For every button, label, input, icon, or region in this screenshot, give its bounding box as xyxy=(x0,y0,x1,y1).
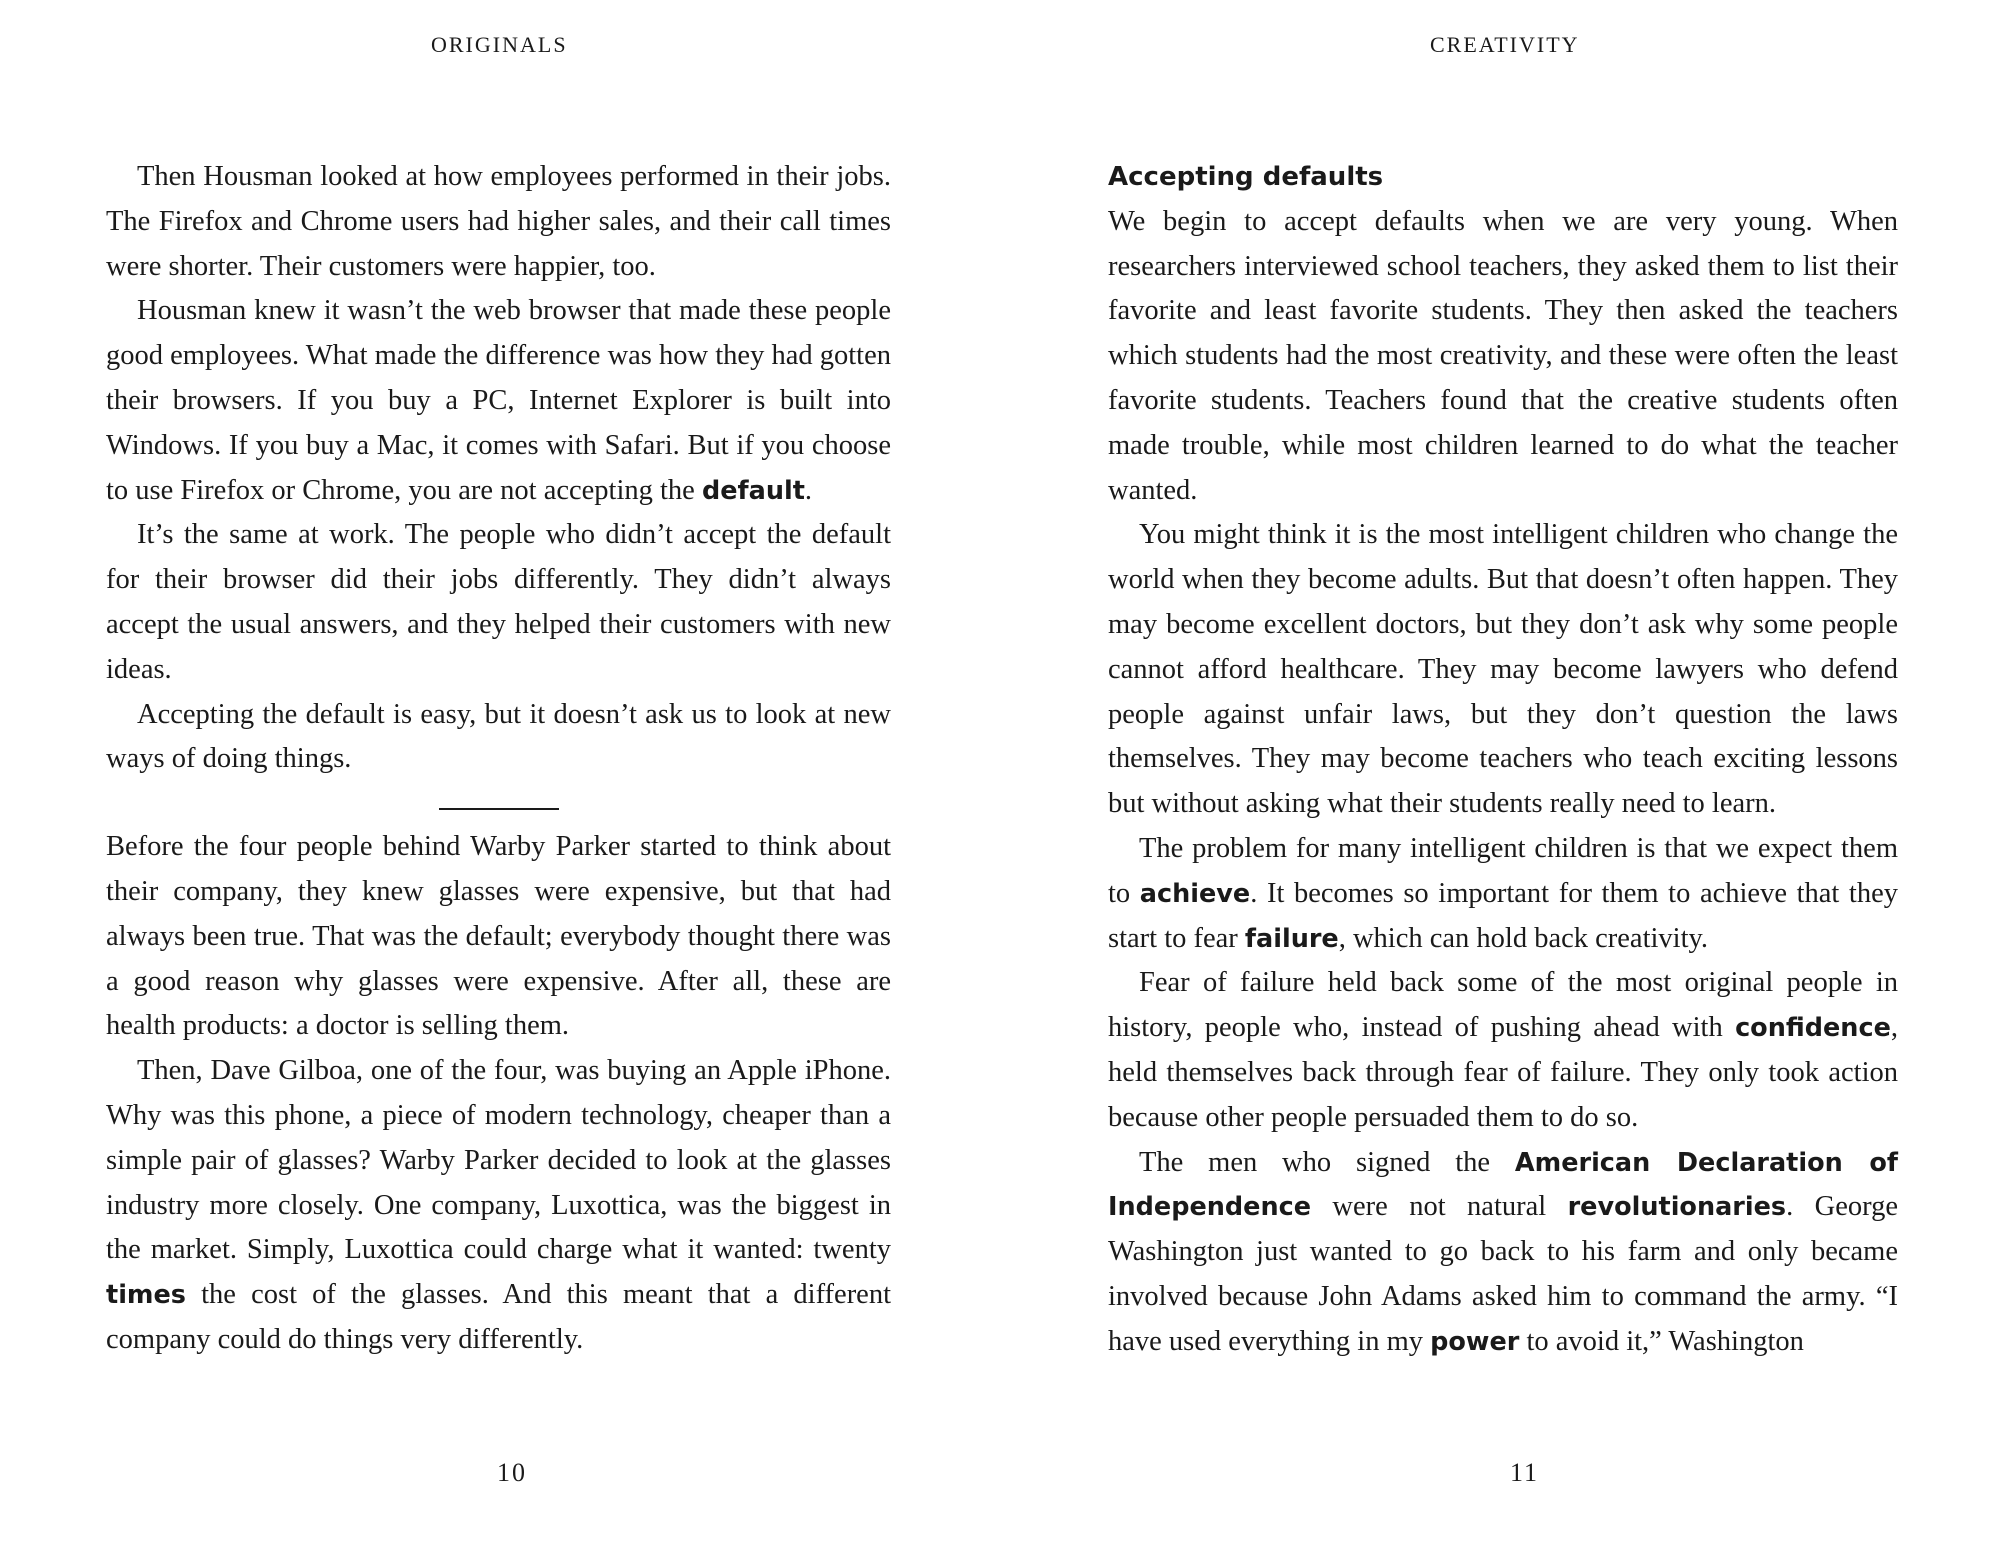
paragraph-text: The problem for many intelligent children is that we expect them to xyxy=(1108,832,1898,909)
paragraph xyxy=(1108,827,1898,961)
paragraph-text: . George Washington just wanted to go back to his farm and only became involved because John Adams asked him to command the army. “I have used everything in my xyxy=(1108,1191,1899,1357)
paragraph: Before the four people behind Warby Parker started to think about their company, they knew glasses were expensive, but that had always been true. That was the default; everybody thought there was a good reason why glasses were expensive. After all, these are health products: a doctor is selling them. xyxy=(106,831,891,1042)
paragraph: It’s the same at work. The people who didn’t accept the default for their browser did their jobs differently. They didn’t always accept the usual answers, and they helped their customers with new ideas. xyxy=(106,519,891,685)
paragraph-text: to avoid it,” Washington xyxy=(1519,1325,1804,1357)
paragraph-text: , which can hold back creativity. xyxy=(1338,922,1709,954)
keyword: times xyxy=(106,1280,186,1311)
paragraph-text: Then, Dave Gilboa, one of the four, was buying an Apple iPhone. Why was this phone, a piece of modern technology, cheaper than a simple pair of glasses? Warby Parker decided to look at the glasses industry more closely. One company, Luxottica, was the biggest in the market. Simply, Luxottica could charge what it wanted: twenty xyxy=(106,1055,891,1266)
paragraph-text: were not natural xyxy=(1311,1191,1568,1223)
keyword: power xyxy=(1430,1326,1520,1357)
page-number: 11 xyxy=(1510,1458,1540,1487)
section-heading: Accepting defaults xyxy=(1108,162,1384,192)
keyword: achieve xyxy=(1139,878,1251,909)
paragraph-text: the cost of the glasses. And this meant that a different company could do things very differently. xyxy=(106,1279,891,1355)
paragraph-text: Fear of failure held back some of the most original people in history, people who, instead of pushing ahead with xyxy=(1108,967,1898,1044)
keyword: failure xyxy=(1244,923,1339,954)
paragraph xyxy=(1108,1141,1898,1365)
body-text xyxy=(106,155,891,1363)
page-number: 10 xyxy=(497,1458,527,1487)
running-head: CREATIVITY xyxy=(1430,32,1580,57)
running-head: ORIGINALS xyxy=(431,32,568,57)
paragraph-text: The men who signed the xyxy=(1139,1146,1515,1178)
paragraph xyxy=(1108,961,1898,1140)
paragraph: You might think it is the most intelligent children who change the world when they become adults. But that doesn’t often happen. They may become excellent doctors, but they don’t ask why some people cannot afford healthcare. They may become lawyers who defend people against unfair laws, but they don’t question the laws themselves. They may become teachers who teach exciting lessons but without asking what their students really need to learn. xyxy=(1108,519,1898,820)
keyword: default xyxy=(701,475,805,506)
paragraph-text: , held themselves back through fear of failure. They only took action because other people persuaded them to do so. xyxy=(1108,1012,1898,1133)
paragraph-text: . It becomes so important for them to achieve that they start to fear xyxy=(1108,877,1899,954)
keyword: confidence xyxy=(1735,1013,1891,1044)
keyword: revolutionaries xyxy=(1567,1192,1787,1223)
right-page xyxy=(995,0,1990,1542)
paragraph: We begin to accept defaults when we are very young. When researchers interviewed school teachers, they asked them to list their favorite and least favorite students. They then asked the teachers which students had the most creativity, and these were often the least favorite students. Teachers found that the creative students often made trouble, while most children learned to do what the teacher wanted. xyxy=(1108,205,1898,506)
paragraph-text: Housman knew it wasn’t the web browser that made these people good employees. What made the difference was how they had gotten their browsers. If you buy a PC, Internet Explorer is built into Windows. If you buy a Mac, it comes with Safari. But if you choose to use Firefox or Chrome, you are not accepting the xyxy=(106,295,891,506)
paragraph-text: . xyxy=(804,474,813,506)
paragraph xyxy=(106,289,891,513)
keyword: American Declaration of Independence xyxy=(1108,1147,1898,1223)
paragraph: Accepting the default is easy, but it doesn’t ask us to look at new ways of doing things. xyxy=(106,698,891,775)
paragraph: Then Housman looked at how employees performed in their jobs. The Firefox and Chrome users had higher sales, and their call times were shorter. Their customers were happier, too. xyxy=(106,161,891,282)
section-divider xyxy=(439,808,559,810)
paragraph xyxy=(106,1049,891,1363)
body-text xyxy=(1108,155,1898,1365)
